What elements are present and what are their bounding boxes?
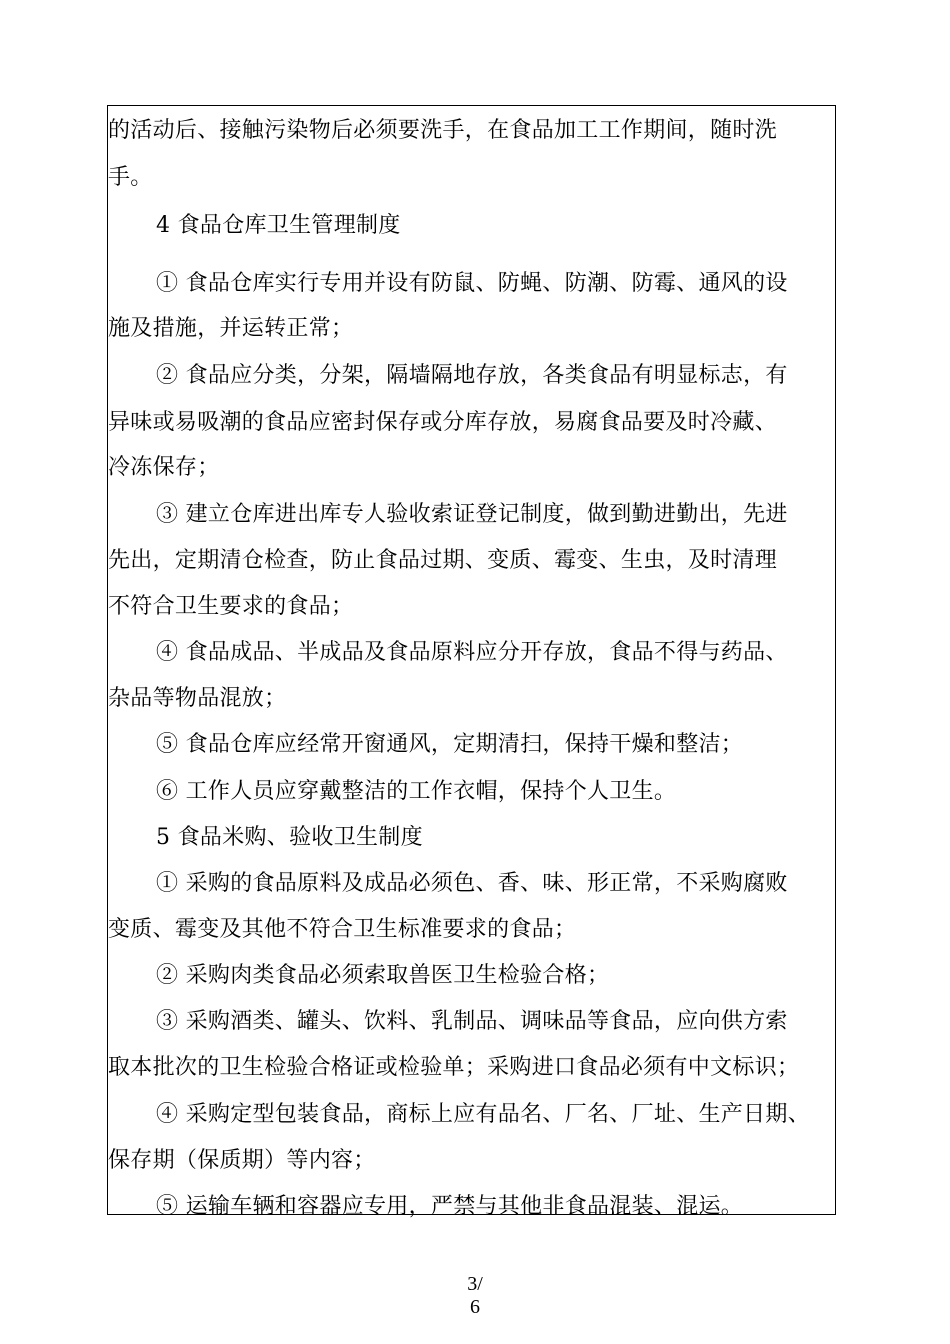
text-line: ④ 采购定型包装食品，商标上应有品名、厂名、厂址、生产日期、 xyxy=(156,1102,810,1127)
text-line: ② 食品应分类，分架，隔墙隔地存放，各类食品有明显标志，有 xyxy=(156,363,788,388)
text-line: 变质、霉变及其他不符合卫生标准要求的食品； xyxy=(108,917,577,942)
text-line: 保存期（保质期）等内容； xyxy=(108,1148,376,1173)
text-line: ③ 采购酒类、罐头、饮料、乳制品、调味品等食品，应向供方索 xyxy=(156,1009,788,1034)
text-line: 先出，定期清仓检查，防止食品过期、变质、霉变、生虫，及时清理 xyxy=(108,548,778,573)
text-line: ① 采购的食品原料及成品必须色、香、味、形正常，不采购腐败 xyxy=(156,871,788,896)
document-frame xyxy=(107,105,836,1219)
text-line: 杂品等物品混放； xyxy=(108,686,287,711)
text-line: 异味或易吸潮的食品应密封保存或分库存放，易腐食品要及时冷藏、 xyxy=(108,410,778,435)
section-heading: 4 食品仓库卫生管理制度 xyxy=(156,213,401,238)
text-line: ③ 建立仓库进出库专人验收索证登记制度，做到勤进勤出，先进 xyxy=(156,502,788,527)
text-line: 施及措施，并运转正常； xyxy=(108,316,354,341)
text-line: ⑤ 运输车辆和容器应专用，严禁与其他非食品混装、混运。 xyxy=(156,1194,744,1219)
text-line: ⑥ 工作人员应穿戴整洁的工作衣帽，保持个人卫生。 xyxy=(156,779,677,804)
text-line: 不符合卫生要求的食品； xyxy=(108,594,354,619)
text-line: ⑤ 食品仓库应经常开窗通风，定期清扫，保持干燥和整洁； xyxy=(156,732,744,757)
section-heading: 5 食品米购、验收卫生制度 xyxy=(156,825,423,850)
text-line: 取本批次的卫生检验合格证或检验单；采购进口食品必须有中文标识； xyxy=(108,1055,800,1080)
text-line: 的活动后、接触污染物后必须要洗手，在食品加工工作期间，随时洗 xyxy=(108,118,778,143)
page-number-line1: 3/ xyxy=(467,1273,483,1295)
page-number xyxy=(455,1273,495,1319)
text-line: ② 采购肉类食品必须索取兽医卫生检验合格； xyxy=(156,963,610,988)
page-number-line2: 6 xyxy=(470,1296,480,1318)
text-line: 冷冻保存； xyxy=(108,455,220,480)
text-line: 手。 xyxy=(108,165,153,190)
text-line: ① 食品仓库实行专用并设有防鼠、防蝇、防潮、防霉、通风的设 xyxy=(156,271,788,296)
text-line: ④ 食品成品、半成品及食品原料应分开存放，食品不得与药品、 xyxy=(156,640,788,665)
